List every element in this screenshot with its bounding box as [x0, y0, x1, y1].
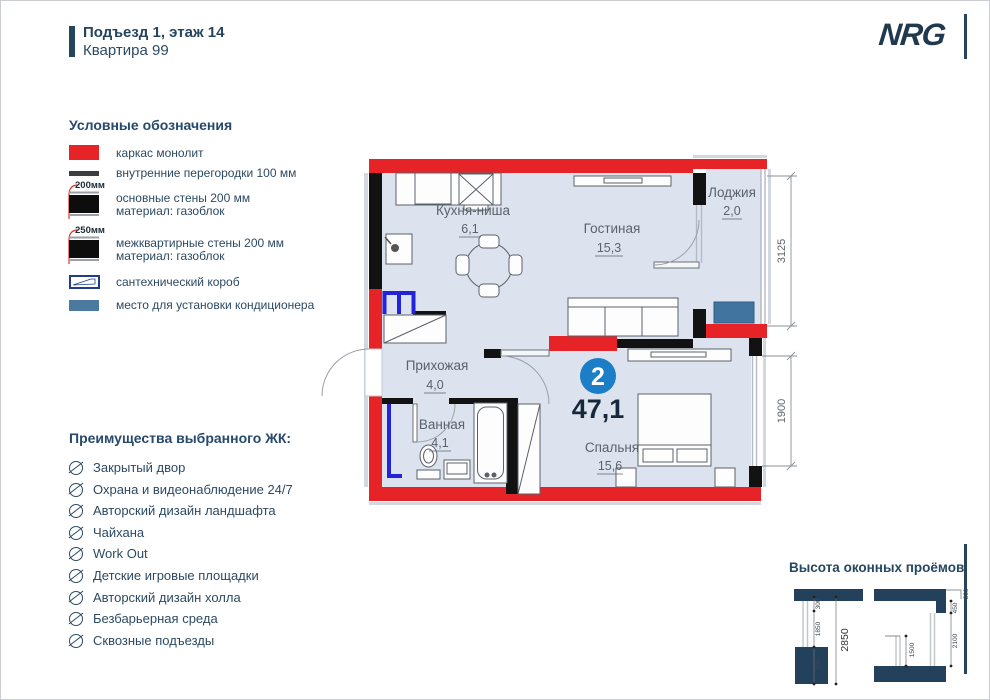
- window-heights-diagrams: [789, 583, 989, 695]
- window-diagram-right: [874, 588, 970, 682]
- check-slash-icon: [69, 504, 83, 518]
- mainwall-swatch-icon: [69, 191, 103, 217]
- feature-item: Безбарьерная среда: [69, 611, 369, 626]
- room-living: Гостиная: [583, 221, 641, 236]
- apartment-number: Квартира 99: [83, 42, 169, 59]
- feature-item: Сквозные подъезды: [69, 633, 369, 648]
- features-title: Преимущества выбранного ЖК:: [69, 430, 292, 446]
- room-bath-area: 4,1: [431, 436, 449, 450]
- svg-text:2100: 2100: [952, 633, 959, 649]
- room-bedroom: Спальня: [584, 440, 640, 455]
- feature-item: Детские игровые площадки: [69, 568, 369, 583]
- svg-text:700: 700: [815, 659, 822, 671]
- room-hall-area: 4,0: [426, 378, 444, 392]
- check-slash-icon: [69, 634, 83, 648]
- check-slash-icon: [69, 612, 83, 626]
- room-bath: Ванная: [418, 417, 466, 432]
- wall-panel-knob: [391, 244, 399, 252]
- total-area: 47,1: [571, 394, 625, 424]
- feature-item: Закрытый двор: [69, 460, 369, 475]
- dim-bedroom-window: 1900: [776, 398, 788, 424]
- floor-plan: [321, 151, 811, 516]
- rooms-count: 2: [591, 363, 605, 391]
- feature-item: Охрана и видеонаблюдение 24/7: [69, 482, 369, 497]
- logo-divider: [964, 14, 967, 59]
- entrance-door-arc: [322, 349, 369, 396]
- check-slash-icon: [69, 526, 83, 540]
- room-loggia-area: 2,0: [723, 204, 741, 218]
- check-slash-icon: [69, 591, 83, 605]
- room-loggia: Лоджия: [708, 185, 756, 200]
- check-slash-icon: [69, 461, 83, 475]
- svg-text:300: 300: [815, 598, 822, 610]
- svg-text:1500: 1500: [909, 642, 916, 658]
- monolith-swatch-icon: [69, 145, 103, 161]
- window-heights-title: Высота оконных проёмов: [789, 560, 965, 575]
- svg-text:1850: 1850: [815, 621, 822, 637]
- room-bedroom-area: 15,6: [597, 459, 623, 473]
- feature-item: Авторский дизайн ландшафта: [69, 503, 369, 518]
- check-slash-icon: [69, 569, 83, 583]
- plumbing-box-icon: [69, 274, 103, 290]
- legend-title: Условные обозначения: [69, 117, 233, 133]
- feature-item: Чайхана: [69, 525, 369, 540]
- page-title: Подъезд 1, этаж 14: [83, 24, 225, 41]
- svg-text:300: 300: [963, 588, 970, 600]
- interwall-swatch-icon: [69, 236, 103, 262]
- ac-spot: [714, 302, 754, 323]
- room-living-area: 15,3: [596, 241, 622, 255]
- feature-item: Авторский дизайн холла: [69, 590, 369, 605]
- feature-item: Work Out: [69, 546, 369, 561]
- entrance-opening: [365, 349, 382, 396]
- dimension-lines: [762, 172, 797, 470]
- check-slash-icon: [69, 483, 83, 497]
- room-kitchen: Кухня-ниша: [436, 203, 510, 218]
- room-kitchen-area: 6,1: [461, 222, 479, 236]
- window-diagram-left: [794, 589, 863, 685]
- check-slash-icon: [69, 547, 83, 561]
- ac-swatch-icon: [69, 299, 103, 312]
- room-hall: Прихожая: [405, 358, 469, 373]
- svg-text:450: 450: [952, 602, 959, 614]
- partition-swatch-icon: [69, 170, 103, 178]
- title-accent-bar: [69, 26, 75, 57]
- dim-loggia-window: 3125: [776, 238, 788, 264]
- floorplan-sheet: Подъезд 1, этаж 14 Квартира 99 NRG Условные обозначения каркас монолит внутренние перегородки 100 мм 200мм основные стены 200 мм материал: газоблок 250мм межквартирные стены 200 мм материал: газоблок сантехнический короб место для установки кондиционера Преимущества выбранного ЖК: Закрытый двор Охрана и видеонаблюдение 24/7 Авторский дизайн ландшафта Чайхана Work Out Детские игровые площадки Авторский дизайн холла Безбарьерная среда Сквозные подъезды 3125 1900 Кухня-ниша 6,1 Гостиная 15,3 Лоджия 2,0 Прихожая 4,0 Ванная 4,1 Спальня 15,6 2 47,1 Высота оконных проёмов 300 1850 700 2850 1500 450 2100 300: [0, 0, 990, 700]
- nrg-logo: NRG: [877, 17, 947, 52]
- total-height: 2850: [839, 628, 851, 652]
